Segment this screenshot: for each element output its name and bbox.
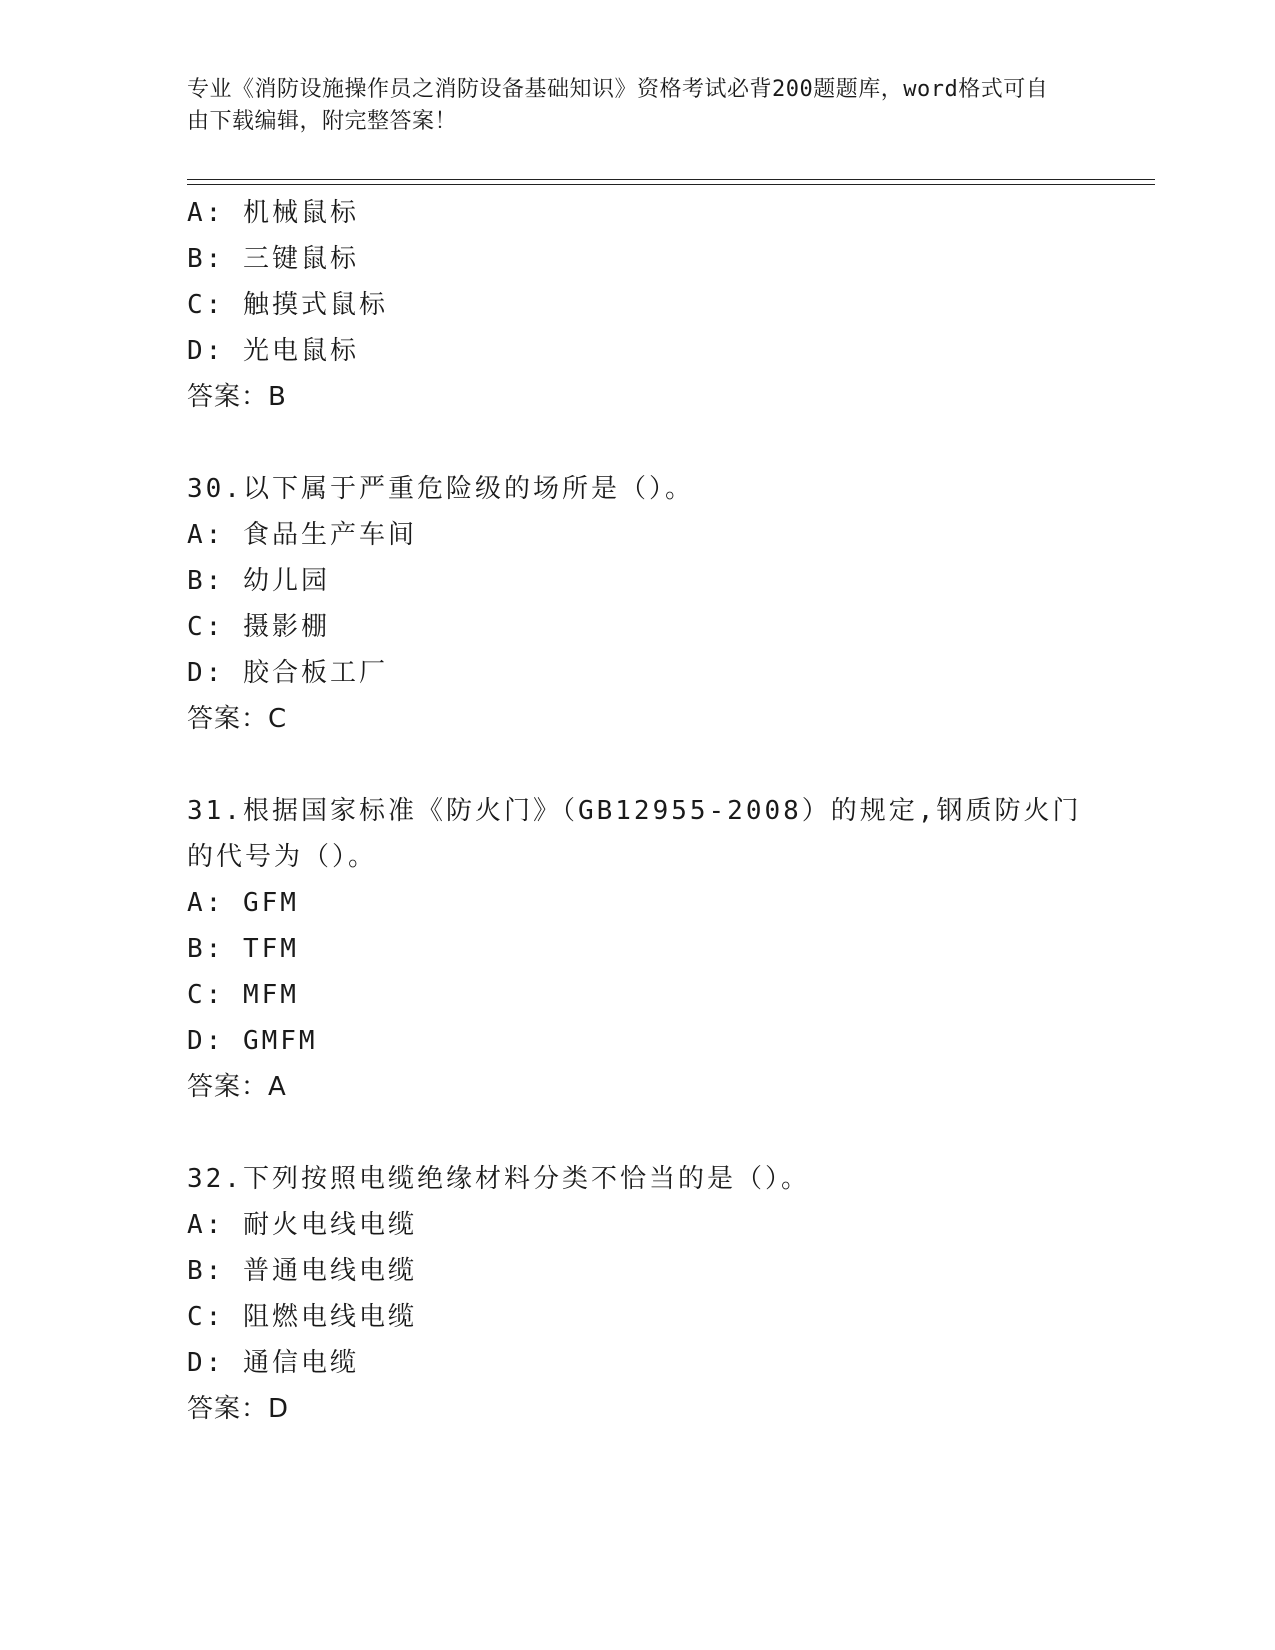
- option-a: A: GFM: [187, 888, 299, 918]
- question-stem: 30.以下属于严重危险级的场所是（）。: [187, 474, 694, 504]
- option-d: D: 光电鼠标: [187, 336, 359, 366]
- question-stem: 32.下列按照电缆绝缘材料分类不恰当的是（）。: [187, 1164, 810, 1194]
- option-b: B: 三键鼠标: [187, 244, 359, 274]
- option-c: C: 阻燃电线电缆: [187, 1302, 417, 1332]
- question-block-31: [187, 788, 1087, 1110]
- option-c: C: MFM: [187, 980, 299, 1010]
- answer-line: 答案：A: [187, 1072, 287, 1102]
- option-a: A: 机械鼠标: [187, 198, 359, 228]
- option-b: B: 幼儿园: [187, 566, 330, 596]
- answer-line: 答案：D: [187, 1394, 290, 1424]
- header-divider-bottom: [187, 184, 1155, 185]
- question-stem: 31.根据国家标准《防火门》（GB12955-2008）的规定,钢质防火门的代号为（）。: [187, 796, 1082, 872]
- header-divider-top: [187, 179, 1155, 180]
- option-d: D: 胶合板工厂: [187, 658, 388, 688]
- question-block-30: [187, 466, 1087, 742]
- question-block-32: [187, 1156, 1087, 1432]
- option-a: A: 耐火电线电缆: [187, 1210, 417, 1240]
- answer-line: 答案：B: [187, 382, 287, 412]
- header-intro-text: 专业《消防设施操作员之消防设备基础知识》资格考试必背200题题库，word格式可自由下载编辑，附完整答案！: [187, 77, 1049, 134]
- answer-line: 答案：C: [187, 704, 288, 734]
- question-block-29: [187, 190, 1087, 420]
- option-a: A: 食品生产车间: [187, 520, 417, 550]
- spacer: [187, 742, 1087, 788]
- spacer: [187, 420, 1087, 466]
- document-header: [187, 74, 1067, 138]
- spacer: [187, 1110, 1087, 1156]
- option-b: B: 普通电线电缆: [187, 1256, 417, 1286]
- option-c: C: 触摸式鼠标: [187, 290, 388, 320]
- option-b: B: TFM: [187, 934, 299, 964]
- option-c: C: 摄影棚: [187, 612, 330, 642]
- option-d: D: 通信电缆: [187, 1348, 359, 1378]
- question-list: [187, 190, 1087, 1432]
- option-d: D: GMFM: [187, 1026, 318, 1056]
